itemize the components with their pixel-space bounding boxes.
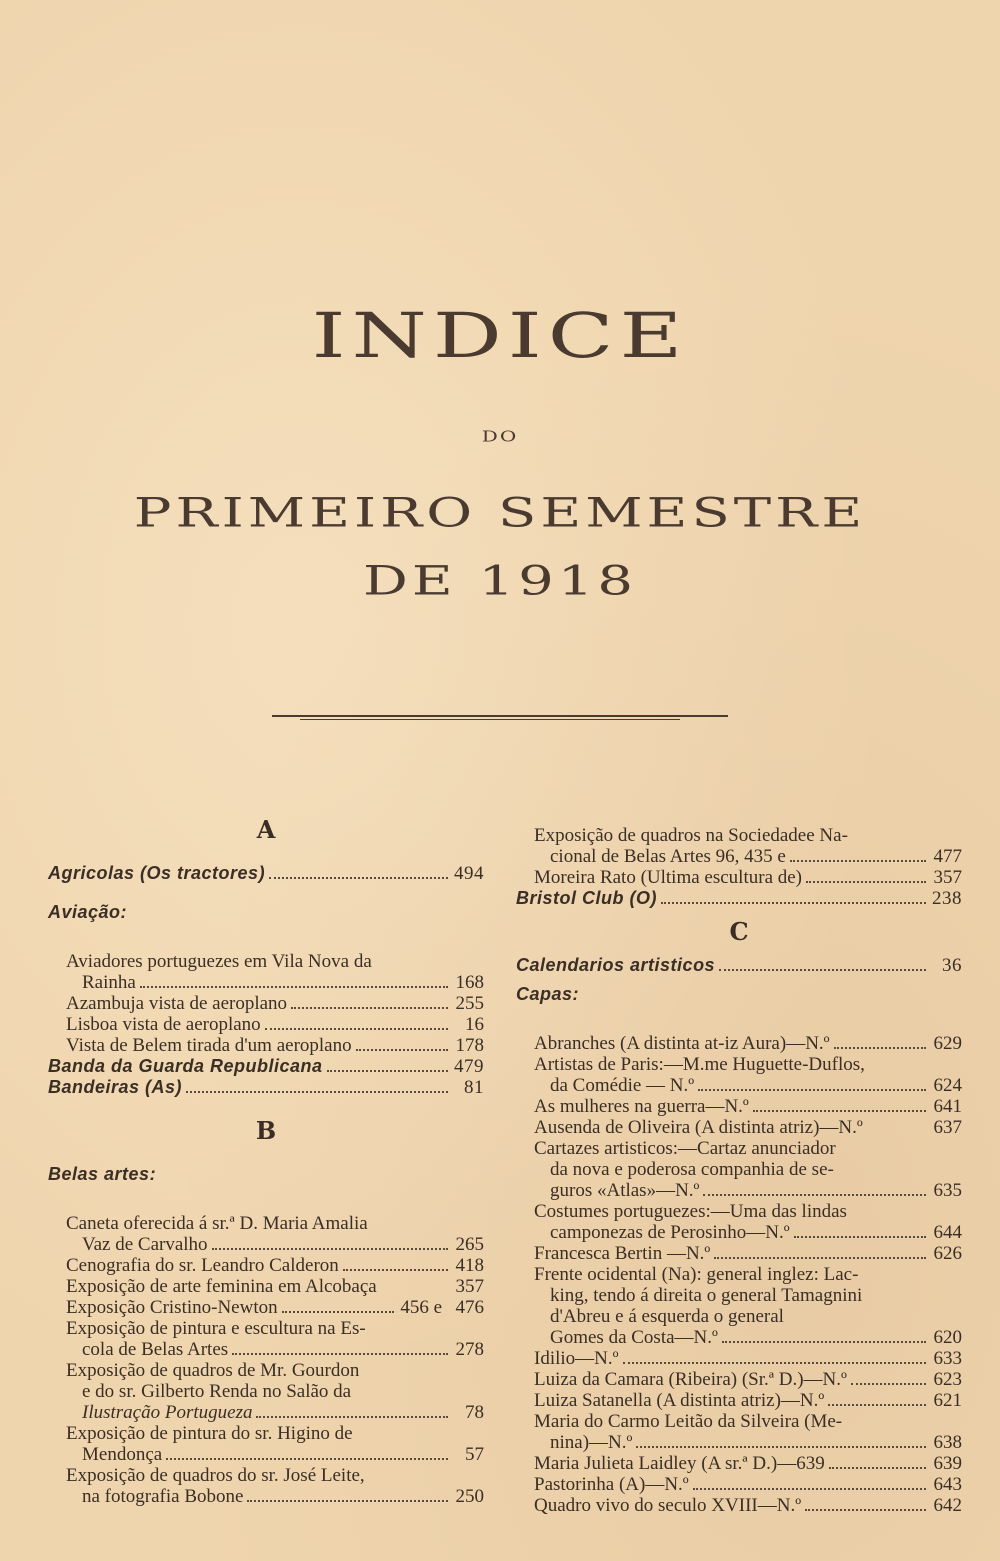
index-entry: Caneta oferecida á sr.ª D. Maria Amalia Vaz de Carvalho 265 [66, 1213, 484, 1255]
section-letter-a: A [256, 815, 276, 844]
index-column-right [516, 825, 962, 1516]
index-entry-agricolas: Agricolas (Os tractores) 494 [48, 863, 484, 884]
index-entry: As mulheres na guerra—N.º 641 [534, 1096, 962, 1117]
heading-belas-artes: Belas artes: [48, 1164, 157, 1184]
index-entry-banda: Banda da Guarda Republicana 479 [48, 1056, 484, 1077]
divider-rule-thin [300, 719, 680, 720]
index-entry: Costumes portuguezes:—Uma das lindas camponezas de Perosinho—N.º 644 [534, 1201, 962, 1243]
index-entry: Moreira Rato (Ultima escultura de) 357 [534, 867, 962, 888]
index-entry: Pastorinha (A)—N.º 643 [534, 1474, 962, 1495]
index-entry: Luiza Satanella (A distinta atriz)—N.º 621 [534, 1390, 962, 1411]
index-entry: Frente ocidental (Na): general inglez: Lac- king, tendo á direita o general Tamagnini d'Abreu e á esquerda o general Gomes da Costa—N.º 620 [534, 1264, 962, 1348]
heading-capas: Capas: [516, 984, 580, 1004]
index-column-left [48, 815, 484, 1507]
index-entry: Exposição de quadros na Sociedadee Na- cional de Belas Artes 96, 435 e 477 [534, 825, 962, 867]
section-letter-b: B [255, 1116, 277, 1145]
title-line2: DE 1918 [362, 558, 638, 605]
index-entry: Maria Julieta Laidley (A sr.ª D.)—639 639 [534, 1453, 962, 1474]
index-entry-bristol: Bristol Club (O) 238 [516, 888, 962, 909]
title-do: DO [481, 427, 519, 445]
index-entry: Francesca Bertin —N.º 626 [534, 1243, 962, 1264]
index-entry: Cartazes artisticos:—Cartaz anunciador da nova e poderosa companhia de se- guros «Atlas»—N.º 635 [534, 1138, 962, 1201]
index-entry: Luiza da Camara (Ribeira) (Sr.ª D.)—N.º 623 [534, 1369, 962, 1390]
index-entry: Exposição de quadros do sr. José Leite, na fotografia Bobone 250 [66, 1465, 484, 1507]
title-line1: PRIMEIRO SEMESTRE [133, 490, 867, 537]
index-entry: Abranches (A distinta at-iz Aura)—N.º 629 [534, 1033, 962, 1054]
index-entry: Vista de Belem tirada d'um aeroplano 178 [66, 1035, 484, 1056]
divider-rule [272, 715, 728, 717]
index-entry: Artistas de Paris:—M.me Huguette-Duflos, da Comédie — N.º 624 [534, 1054, 962, 1096]
heading-aviacao: Aviação: [48, 902, 128, 922]
index-entry-bandeiras: Bandeiras (As) 81 [48, 1077, 484, 1098]
index-entry: Exposição Cristino-Newton 456 e 476 [66, 1297, 484, 1318]
index-entry: Cenografia do sr. Leandro Calderon 418 [66, 1255, 484, 1276]
index-entry: Maria do Carmo Leitão da Silveira (Me- nina)—N.º 638 [534, 1411, 962, 1453]
index-entry: Exposição de pintura do sr. Higino de Mendonça 57 [66, 1423, 484, 1465]
index-entry: Quadro vivo do seculo XVIII—N.º 642 [534, 1495, 962, 1516]
title-indice: INDICE [311, 300, 689, 372]
index-entry: Exposição de arte feminina em Alcobaça 357 [66, 1276, 484, 1297]
index-entry: Azambuja vista de aeroplano 255 [66, 993, 484, 1014]
index-entry-calendarios: Calendarios artisticos 36 [516, 955, 962, 976]
index-entry: Exposição de pintura e escultura na Es- cola de Belas Artes 278 [66, 1318, 484, 1360]
index-entry: Aviadores portuguezes em Vila Nova da Rainha 168 [66, 951, 484, 993]
section-letter-c: C [729, 917, 749, 946]
index-entry: Exposição de quadros de Mr. Gourdon e do sr. Gilberto Renda no Salão da Ilustração Portugueza 78 [66, 1360, 484, 1423]
index-entry: Idilio—N.º 633 [534, 1348, 962, 1369]
index-entry: Lisboa vista de aeroplano 16 [66, 1014, 484, 1035]
index-entry: Ausenda de Oliveira (A distinta atriz)—N.º 637 [534, 1117, 962, 1138]
